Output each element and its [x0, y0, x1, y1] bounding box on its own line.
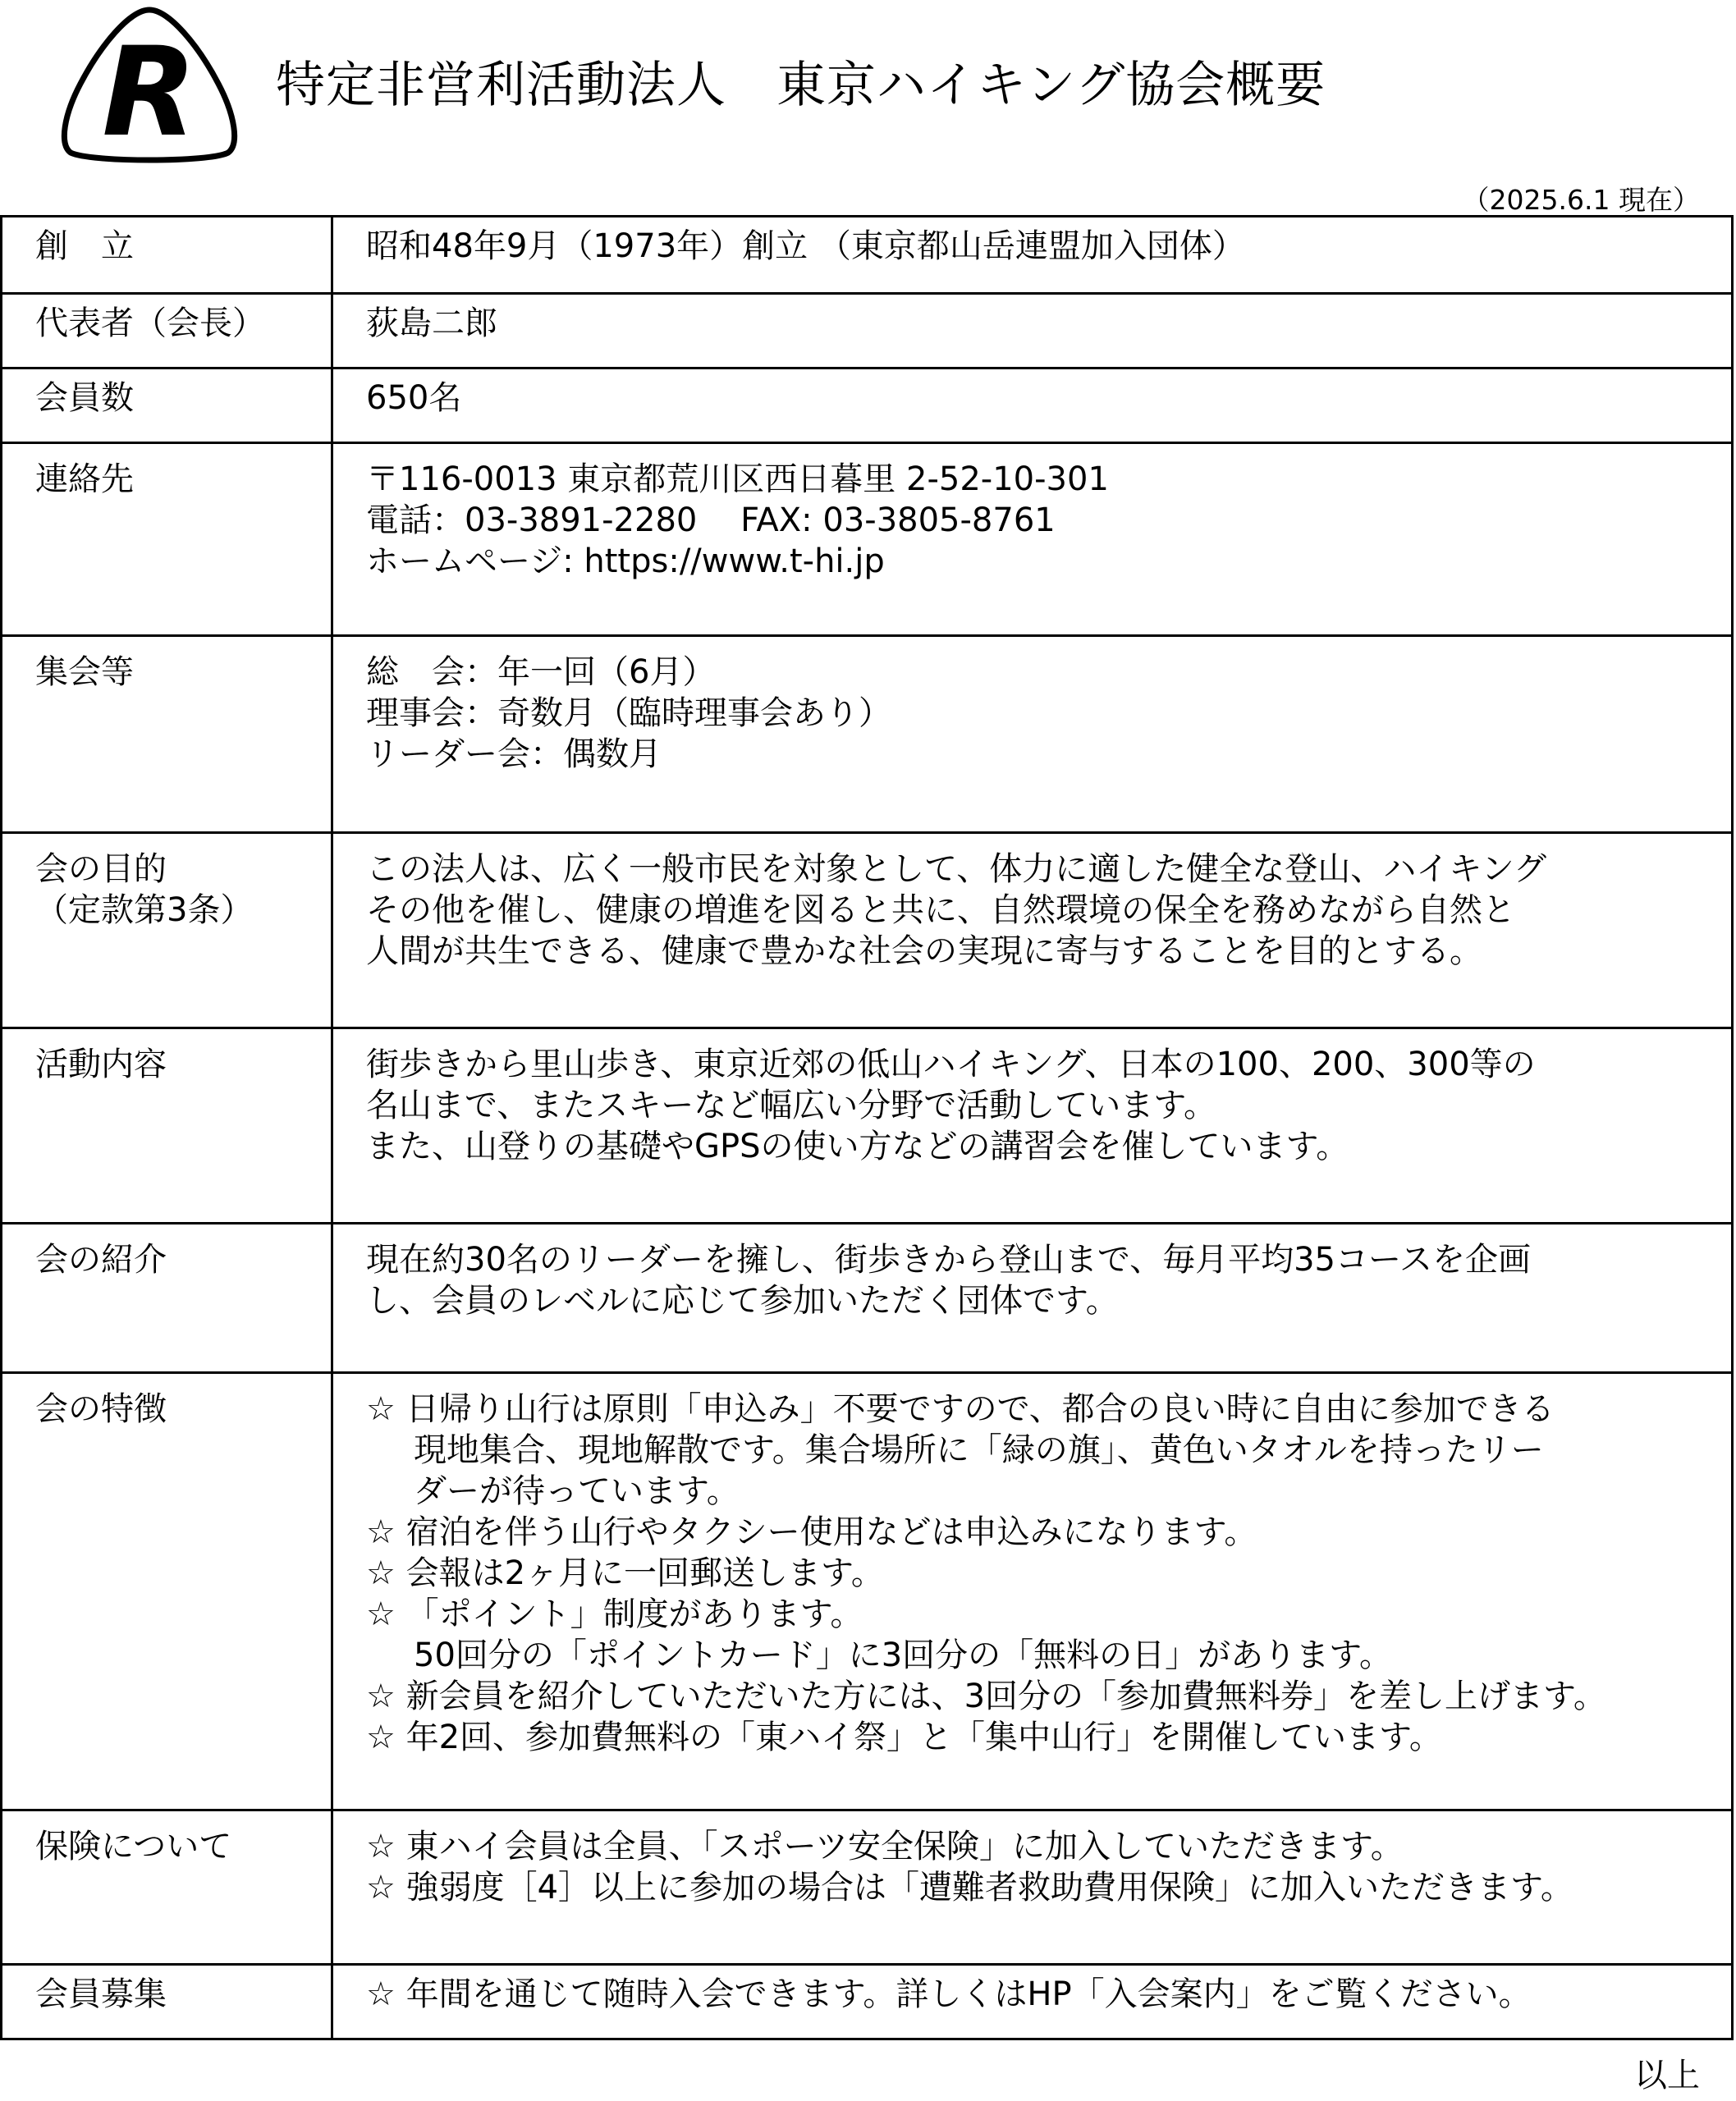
row-value	[332, 833, 1733, 1028]
row-label: 連絡先	[2, 443, 332, 636]
value-line: 総 会：年一回（6月）	[366, 653, 716, 691]
row-label: 会員募集	[2, 1965, 332, 2039]
row-label: 活動内容	[2, 1028, 332, 1224]
value-line: 理事会：奇数月（臨時理事会あり）	[366, 694, 891, 732]
row-meetings	[2, 636, 1733, 833]
row-label: 保険について	[2, 1810, 332, 1965]
feature-item: ☆ 「ポイント」制度があります。	[366, 1595, 863, 1633]
value-line: 650名	[366, 379, 462, 417]
row-founded	[2, 217, 1733, 294]
row-label: 会員数	[2, 368, 332, 443]
row-representative	[2, 294, 1733, 368]
logo-letter: R	[102, 21, 197, 164]
row-value	[332, 1810, 1733, 1965]
value-line: リーダー会：偶数月	[366, 735, 662, 773]
row-label: 創 立	[2, 217, 332, 294]
row-member-count	[2, 368, 1733, 443]
row-label	[2, 833, 332, 1028]
feature-item-continuation: 現地集合、現地解散です。集合場所に「緑の旗」、黄色いタオルを持ったリー	[414, 1431, 1544, 1469]
value-line: 街歩きから里山歩き、東京近郊の低山ハイキング、日本の100、200、300等の	[366, 1046, 1536, 1083]
label-line: 会の目的	[35, 850, 167, 888]
insurance-item: ☆ 強弱度［4］以上に参加の場合は「遭難者救助費用保険」に加入いただきます。	[366, 1869, 1573, 1906]
address-line: 〒116-0013 東京都荒川区西日暮里 2-52-10-301	[366, 460, 1109, 498]
value-line: 人間が共生できる、健康で豊かな社会の実現に寄与することを目的とする。	[366, 932, 1482, 970]
feature-item-continuation: 50回分の「ポイントカード」に3回分の「無料の日」があります。	[414, 1636, 1392, 1674]
row-value	[332, 1224, 1733, 1373]
feature-item: ☆ 会報は2ヶ月に一回郵送します。	[366, 1554, 884, 1592]
row-value	[332, 1028, 1733, 1224]
row-label: 会の特徴	[2, 1373, 332, 1810]
overview-table	[0, 215, 1734, 2040]
homepage-link[interactable]: ホームページ: https://www.t-hi.jp	[366, 542, 885, 580]
row-value	[332, 294, 1733, 368]
row-recruitment	[2, 1965, 1733, 2039]
row-value	[332, 1373, 1733, 1810]
closing-mark: 以上	[1634, 2057, 1700, 2094]
recruitment-item: ☆ 年間を通じて随時入会できます。詳しくはHP「入会案内」をご覧ください。	[366, 1975, 1532, 2013]
feature-item-continuation: ダーが待っています。	[414, 1472, 740, 1510]
row-features	[2, 1373, 1733, 1810]
row-value	[332, 636, 1733, 833]
value-line: 名山まで、またスキーなど幅広い分野で活動しています。	[366, 1087, 1216, 1124]
row-value	[332, 217, 1733, 294]
value-line: 昭和48年9月（1973年）創立 （東京都山岳連盟加入団体）	[366, 227, 1245, 265]
feature-item: ☆ 日帰り山行は原則「申込み」不要ですので、都合の良い時に自由に参加できる	[366, 1390, 1555, 1428]
value-line: 荻島二郎	[366, 304, 497, 342]
feature-item: ☆ 新会員を紹介していただいた方には、3回分の「参加費無料券」を差し上げます。	[366, 1678, 1606, 1715]
row-label: 代表者（会長）	[2, 294, 332, 368]
value-line: 現在約30名のリーダーを擁し、街歩きから登山まで、毎月平均35コースを企画	[366, 1241, 1531, 1279]
row-value	[332, 1965, 1733, 2039]
row-value	[332, 368, 1733, 443]
row-introduction	[2, 1224, 1733, 1373]
row-label: 会の紹介	[2, 1224, 332, 1373]
row-contact	[2, 443, 1733, 636]
page-title: 特定非営利活動法人 東京ハイキング協会概要	[276, 57, 1326, 114]
feature-item: ☆ 年2回、参加費無料の「東ハイ祭」と「集中山行」を開催しています。	[366, 1719, 1442, 1756]
row-label: 集会等	[2, 636, 332, 833]
value-line: し、会員のレベルに応じて参加いただく団体です。	[366, 1282, 1119, 1320]
label-line: （定款第3条）	[35, 891, 254, 929]
value-line: この法人は、広く一般市民を対象として、体力に適した健全な登山、ハイキング	[366, 850, 1546, 888]
value-line: その他を催し、健康の増進を図ると共に、自然環境の保全を務めながら自然と	[366, 891, 1515, 929]
row-purpose	[2, 833, 1733, 1028]
row-value	[332, 443, 1733, 636]
value-line: また、山登りの基礎やGPSの使い方などの講習会を催しています。	[366, 1128, 1349, 1165]
association-logo	[54, 5, 245, 166]
row-insurance	[2, 1810, 1733, 1965]
as-of-date: （2025.6.1 現在）	[1462, 184, 1700, 216]
phone-fax-line: 電話：03-3891-2280 FAX: 03-3805-8761	[366, 501, 1056, 539]
insurance-item: ☆ 東ハイ会員は全員、「スポーツ安全保険」に加入していただきます。	[366, 1828, 1404, 1865]
feature-item: ☆ 宿泊を伴う山行やタクシー使用などは申込みになります。	[366, 1513, 1257, 1551]
row-activities	[2, 1028, 1733, 1224]
